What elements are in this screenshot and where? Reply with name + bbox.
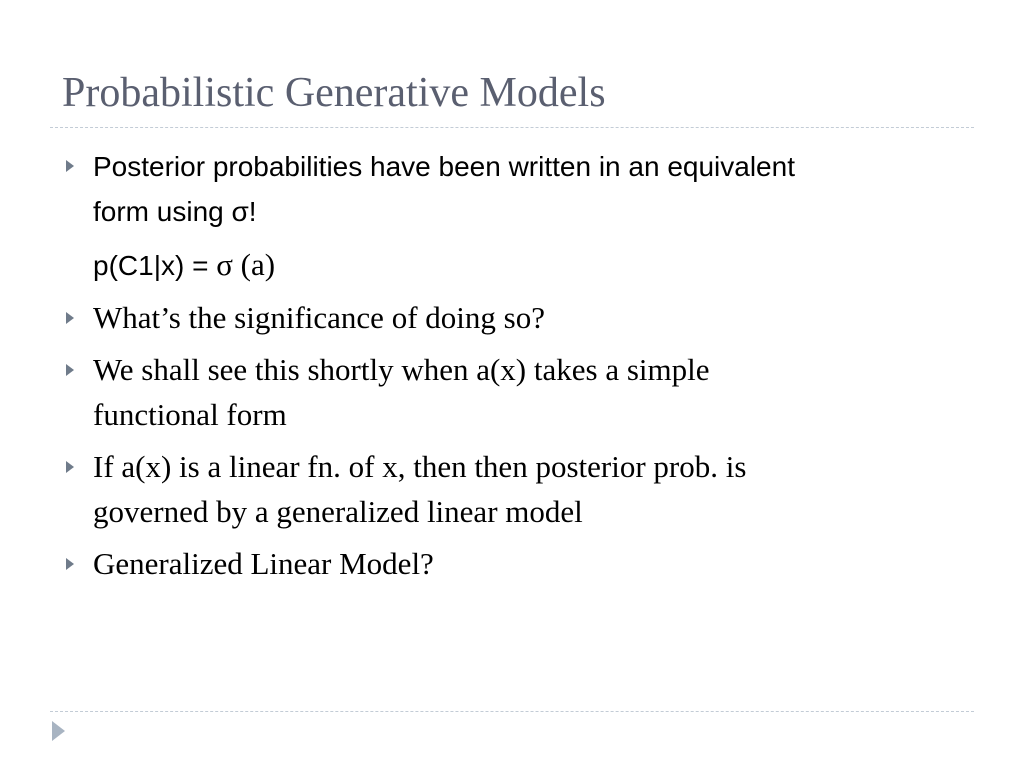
equation (93, 242, 275, 293)
bullet-triangle-icon (66, 364, 74, 376)
bullet-3 (93, 347, 973, 437)
equation-lhs: p(C1|x) = (93, 250, 217, 281)
bullet-4-line-1: If a(x) is a linear fn. of x, then then posterior prob. is (93, 449, 747, 484)
next-slide-icon[interactable] (52, 721, 65, 741)
title-divider (50, 127, 974, 128)
footer-divider (50, 711, 974, 712)
bullet-3-line-2: functional form (93, 397, 287, 432)
bullet-3-line-1: We shall see this shortly when a(x) takes a simple (93, 352, 710, 387)
bullet-5 (93, 541, 973, 586)
bullet-1 (93, 144, 973, 234)
equation-rhs: σ (a) (216, 247, 276, 282)
bullet-4 (93, 444, 973, 534)
bullet-1-line-1: Posterior probabilities have been written in an equivalent (93, 151, 795, 182)
bullet-triangle-icon (66, 461, 74, 473)
slide-title: Probabilistic Generative Models (62, 70, 606, 116)
bullet-triangle-icon (66, 312, 74, 324)
bullet-triangle-icon (66, 160, 74, 172)
bullet-2 (93, 295, 973, 340)
bullet-1-line-2: form using σ! (93, 196, 257, 227)
bullet-2-line-1: What’s the significance of doing so? (93, 300, 545, 335)
bullet-5-line-1: Generalized Linear Model? (93, 546, 434, 581)
bullet-triangle-icon (66, 558, 74, 570)
bullet-4-line-2: governed by a generalized linear model (93, 494, 583, 529)
